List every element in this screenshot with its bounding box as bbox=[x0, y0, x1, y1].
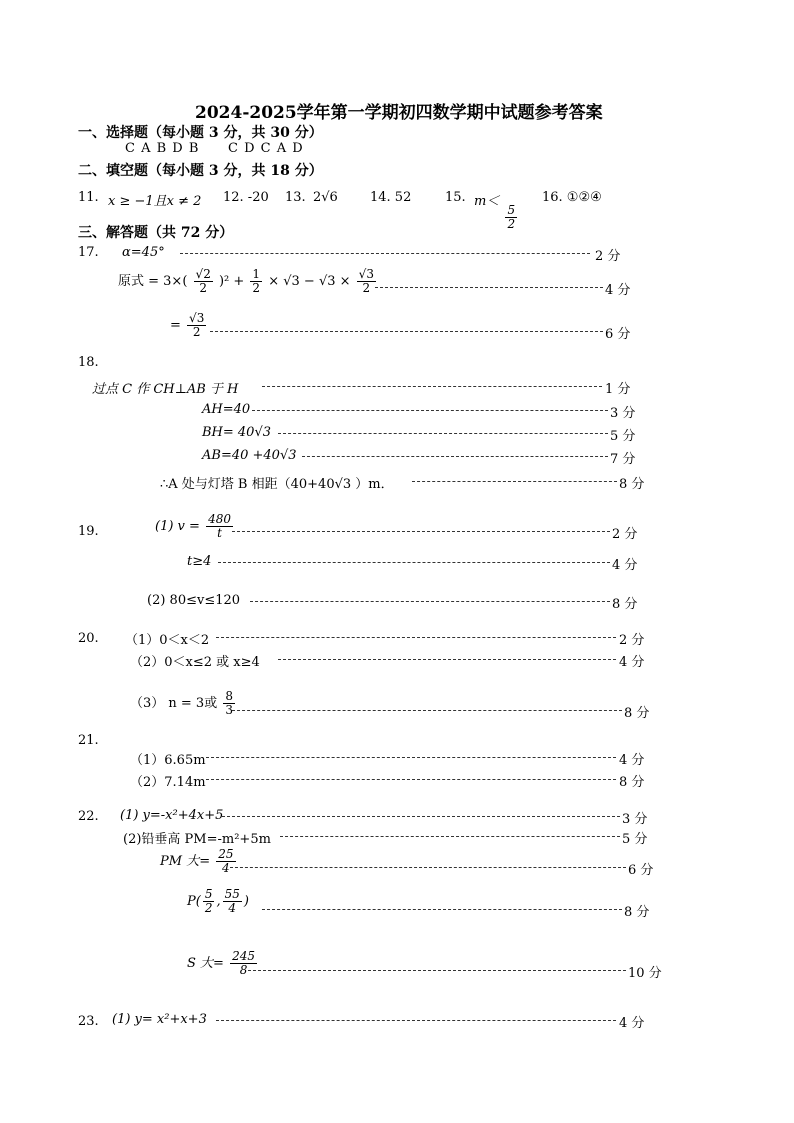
q19-number: 19. bbox=[78, 524, 99, 539]
q22-part4-frac1-top: 5 bbox=[204, 887, 213, 901]
q17-frac2-bottom: 2 bbox=[252, 281, 261, 295]
q22-part4-frac2 bbox=[223, 888, 242, 915]
q17-line3-frac bbox=[187, 312, 206, 339]
q18-score2: 3 分 bbox=[610, 406, 636, 421]
q22-dash5 bbox=[248, 970, 626, 971]
q17-frac3-bottom: 2 bbox=[362, 281, 371, 295]
q22-part3-prefix: PM 大= bbox=[160, 854, 211, 869]
q17-dash1 bbox=[180, 253, 590, 254]
q17-line1: α=45° bbox=[122, 245, 165, 260]
q21-score1: 4 分 bbox=[619, 753, 645, 768]
q17-score2: 4 分 bbox=[605, 283, 631, 298]
q22-dash2 bbox=[280, 836, 620, 837]
q22-part5-fraction bbox=[230, 950, 257, 977]
q17-line3-top: √3 bbox=[189, 311, 205, 325]
q19-dash1 bbox=[232, 531, 610, 532]
q20-fraction bbox=[223, 690, 235, 717]
choice-answers-1-5: C A B D B bbox=[125, 141, 200, 156]
q20-dash3 bbox=[232, 710, 622, 711]
q18-score1: 1 分 bbox=[605, 382, 631, 397]
q11-number: 11. bbox=[78, 190, 99, 205]
q18-number: 18. bbox=[78, 355, 99, 370]
q20-fraction-top: 8 bbox=[225, 689, 233, 703]
q20-part1: （1）0＜x＜2 bbox=[125, 633, 210, 648]
q20-dash1 bbox=[216, 637, 616, 638]
q20-part3 bbox=[130, 690, 237, 717]
q22-score2: 5 分 bbox=[622, 832, 648, 847]
q22-dash1 bbox=[222, 816, 620, 817]
q15-number: 15. bbox=[445, 190, 466, 205]
q21-part2: （2）7.14m bbox=[130, 775, 206, 790]
q20-number: 20. bbox=[78, 631, 99, 646]
q22-score3: 6 分 bbox=[628, 863, 654, 878]
q17-frac1-bottom: 2 bbox=[199, 281, 207, 295]
q17-number: 17. bbox=[78, 245, 99, 260]
q19-score1: 2 分 bbox=[612, 527, 638, 542]
q20-part3-prefix: （3） n = 3或 bbox=[130, 696, 218, 711]
q17-frac1-top: √2 bbox=[195, 267, 211, 281]
q22-part4-suffix: ) bbox=[243, 894, 249, 909]
q21-dash2 bbox=[206, 779, 616, 780]
q22-number: 22. bbox=[78, 809, 99, 824]
q22-part2: (2)铅垂高 PM=-m²+5m bbox=[123, 832, 271, 847]
q13-answer: 2√6 bbox=[313, 190, 338, 205]
q22-score1: 3 分 bbox=[622, 812, 648, 827]
q18-line1: 过点 C 作 CH⊥AB 于 H bbox=[92, 382, 239, 397]
q21-part1: （1）6.65m bbox=[130, 753, 206, 768]
q22-part4-frac2-top: 55 bbox=[224, 887, 240, 901]
q19-line2: t≥4 bbox=[187, 554, 212, 569]
q20-dash2 bbox=[278, 659, 616, 660]
q19-dash3 bbox=[250, 601, 610, 602]
q23-number: 23. bbox=[78, 1014, 99, 1029]
q12-answer: 12. -20 bbox=[223, 190, 269, 205]
q19-part2: (2) 80≤v≤120 bbox=[147, 593, 241, 608]
q19-dash2 bbox=[218, 562, 610, 563]
q17-score3: 6 分 bbox=[605, 327, 631, 342]
q22-dash3 bbox=[230, 867, 626, 868]
q22-part3-bottom: 4 bbox=[222, 861, 230, 875]
q17-line3-bottom: 2 bbox=[192, 325, 201, 339]
q17-line3-prefix: = bbox=[170, 318, 181, 333]
q15-fraction bbox=[505, 204, 517, 231]
q17-dash3 bbox=[210, 331, 603, 332]
q15-fraction-top: 5 bbox=[507, 203, 516, 217]
q19-score3: 8 分 bbox=[612, 597, 638, 612]
q19-fraction bbox=[206, 513, 233, 540]
q15-answer-prefix: m＜ bbox=[474, 194, 500, 209]
section-heading-solve: 三、解答题（共 72 分） bbox=[78, 225, 234, 241]
q20-score3: 8 分 bbox=[624, 706, 650, 721]
q18-score3: 5 分 bbox=[610, 429, 636, 444]
q17-line3 bbox=[170, 312, 208, 339]
q22-dash4 bbox=[262, 909, 622, 910]
q15-answer bbox=[474, 190, 519, 231]
q20-score1: 2 分 bbox=[619, 633, 645, 648]
q14-answer: 14. 52 bbox=[370, 190, 412, 205]
q19-fraction-top: 480 bbox=[208, 512, 231, 526]
q22-part4-frac1 bbox=[203, 888, 215, 915]
q17-line2-frac2 bbox=[250, 268, 262, 295]
q17-frac3-top: √3 bbox=[358, 267, 374, 281]
q17-line2 bbox=[118, 268, 378, 295]
q22-score5: 10 分 bbox=[628, 966, 662, 981]
q16-answer: 16. ①②④ bbox=[542, 190, 602, 205]
q19-part1 bbox=[155, 513, 235, 540]
q22-part3-fraction bbox=[216, 848, 235, 875]
q13-number: 13. bbox=[285, 190, 306, 205]
q17-line2-prefix: 原式 = 3×( bbox=[118, 274, 188, 289]
section-heading-choice: 一、选择题（每小题 3 分，共 30 分） bbox=[78, 125, 323, 141]
q21-dash1 bbox=[206, 757, 616, 758]
q23-score1: 4 分 bbox=[619, 1016, 645, 1031]
q18-line4: AB=40 +40√3 bbox=[202, 448, 297, 463]
q15-fraction-bottom: 2 bbox=[507, 217, 516, 231]
q20-part2: （2）0＜x≤2 或 x≥4 bbox=[130, 655, 260, 670]
q23-part1: (1) y= x²+x+3 bbox=[112, 1012, 207, 1027]
q21-score2: 8 分 bbox=[619, 775, 645, 790]
section-heading-fill: 二、填空题（每小题 3 分，共 18 分） bbox=[78, 163, 323, 179]
q18-dash3 bbox=[278, 433, 608, 434]
q18-dash1 bbox=[262, 386, 602, 387]
q17-score1: 2 分 bbox=[595, 249, 621, 264]
q22-part5-prefix: S 大= bbox=[187, 956, 224, 971]
q11-answer: x ≥ −1且x ≠ 2 bbox=[108, 194, 202, 209]
q22-part4-frac2-bottom: 4 bbox=[228, 901, 237, 915]
q18-dash4 bbox=[302, 456, 608, 457]
q22-part1: (1) y=-x²+4x+5 bbox=[120, 808, 224, 823]
q22-part5-bottom: 8 bbox=[239, 963, 248, 977]
q19-fraction-bottom: t bbox=[217, 526, 222, 540]
q21-number: 21. bbox=[78, 733, 99, 748]
q22-part4-frac1-bottom: 2 bbox=[204, 901, 213, 915]
q22-score4: 8 分 bbox=[624, 905, 650, 920]
q17-dash2 bbox=[375, 287, 603, 288]
q18-line3: BH= 40√3 bbox=[202, 425, 272, 440]
page-title: 2024-2025学年第一学期初四数学期中试题参考答案 bbox=[195, 103, 603, 123]
q17-line2-mid: )² + bbox=[218, 274, 245, 289]
q22-part5 bbox=[187, 950, 259, 977]
q22-part4-prefix: P( bbox=[187, 894, 201, 909]
q22-part3 bbox=[160, 848, 238, 875]
q22-part5-top: 245 bbox=[232, 949, 255, 963]
q18-line2: AH=40 bbox=[202, 402, 251, 417]
q19-part1-prefix: (1) v = bbox=[155, 519, 200, 534]
q17-line2-mid2: × √3 − √3 × bbox=[268, 274, 351, 289]
choice-answers-6-10: C D C A D bbox=[228, 141, 304, 156]
q22-part4: P( $\frac{5}{2}$ , $\frac{55}{4}$ ) bbox=[187, 887, 249, 915]
q17-line2-frac3 bbox=[357, 268, 376, 295]
q18-score5: 8 分 bbox=[619, 477, 645, 492]
q23-dash1 bbox=[216, 1020, 616, 1021]
q19-score2: 4 分 bbox=[612, 558, 638, 573]
q18-score4: 7 分 bbox=[610, 452, 636, 467]
q18-dash2 bbox=[252, 410, 608, 411]
q18-line5: ∴A 处与灯塔 B 相距（40+40√3 ）m． bbox=[160, 477, 394, 492]
q17-frac2-top: 1 bbox=[252, 267, 261, 281]
q18-dash5 bbox=[412, 481, 617, 482]
q20-fraction-bottom: 3 bbox=[225, 703, 233, 717]
q17-line2-frac1 bbox=[194, 268, 213, 295]
q20-score2: 4 分 bbox=[619, 655, 645, 670]
q22-part3-top: 25 bbox=[218, 847, 234, 861]
